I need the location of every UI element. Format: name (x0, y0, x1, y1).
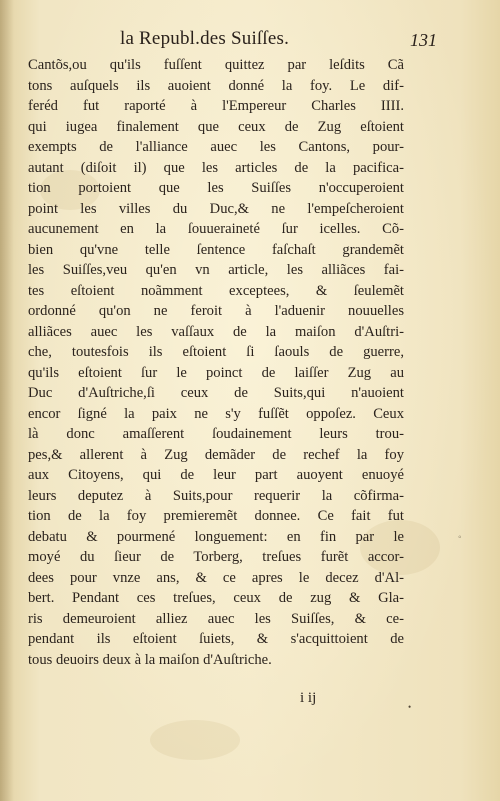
text-line: tons auſquels ils auoient donné la foy. Le dif- (28, 77, 404, 94)
text-line: bert. Pendant ces treſues, ceux de zug & Gla- (28, 590, 404, 606)
signature-mark: i ij (300, 690, 317, 706)
text-line: che, toutesfois ils eſtoient ſi ſaouls de guerre, (28, 344, 404, 360)
paper-stain (150, 720, 240, 760)
text-line: ris demeuroient alliez auec les Suiſſes, & ce- (28, 610, 404, 627)
text-line: pendant ils eſtoient ſuiets, & s'acquittoient de (28, 631, 404, 647)
text-line: moyé du ſieur de Torberg, treſues furẽt accor- (28, 549, 404, 565)
text-line: tous deuoirs deux à la maiſon d'Auſtriche. (28, 651, 272, 668)
running-head: la Republ.des Suiſſes. (120, 28, 290, 49)
text-line: aucunement en la ſouueraineté ſur icelles. Cõ- (28, 221, 404, 237)
body-text (28, 55, 404, 670)
text-line: encor ſigné la paix ne s'y fuſſẽt oppoſez. Ceux (28, 405, 404, 422)
text-line: qu'ils eſtoient ſur le poinct de laiſſer Zug au (28, 364, 404, 381)
text-line: qui iugea finalement que ceux de Zug eſtoient (28, 118, 404, 135)
text-line: ordonné qu'on ne feroit à l'aduenir nouuelles (28, 303, 404, 319)
text-line: Duc d'Auſtriche,ſi ceux de Suits,qui n'auoient (28, 385, 404, 401)
text-line: aux Citoyens, qui de leur part auoyent enuoyé (28, 467, 404, 483)
text-line: tes eſtoient noãmment exceptees, & ſeulemẽt (28, 282, 404, 299)
text-line: tion de la foy premieremẽt donnee. Ce fait fut (28, 508, 404, 524)
text-line: pes,& allerent à Zug demãder de rechef la foy (28, 446, 404, 463)
gutter-shadow (0, 0, 14, 801)
text-line: dees pour vnze ans, & ce apres le decez d'Al- (28, 569, 404, 586)
text-line: Cantõs,ou qu'ils fuſſent quittez par leſdits Cã (28, 57, 404, 73)
text-line: bien qu'vne telle ſentence faſchaſt grandemẽt (28, 241, 404, 258)
text-line: alliãces auec les vaſſaux de la maiſon d'Auſtri- (28, 323, 404, 340)
text-line: exempts de l'alliance auec les Cantons, pour- (28, 139, 404, 155)
folio-number: 131 (410, 30, 437, 50)
text-line: feréd fut raporté à l'Empereur Charles IIII. (28, 98, 404, 114)
text-line: tion portoient que les Suiſſes n'occuperoient (28, 180, 404, 196)
margin-ornament: • (408, 702, 412, 712)
margin-ornament: ◦ (458, 532, 462, 543)
text-line: autant (diſoit il) que les articles de la pacifica- (28, 159, 404, 176)
text-line: point les villes du Duc,& ne l'empeſcheroient (28, 200, 404, 217)
text-line: là donc amaſſerent ſoudainement leurs trou- (28, 426, 404, 442)
text-line: les Suiſſes,veu qu'en vn article, les alliãces fai- (28, 262, 404, 278)
text-line: debatu & pourmené longuement: en fin par le (28, 528, 404, 545)
text-line: leurs deputez à Suits,pour requerir la cõfirma- (28, 487, 404, 504)
